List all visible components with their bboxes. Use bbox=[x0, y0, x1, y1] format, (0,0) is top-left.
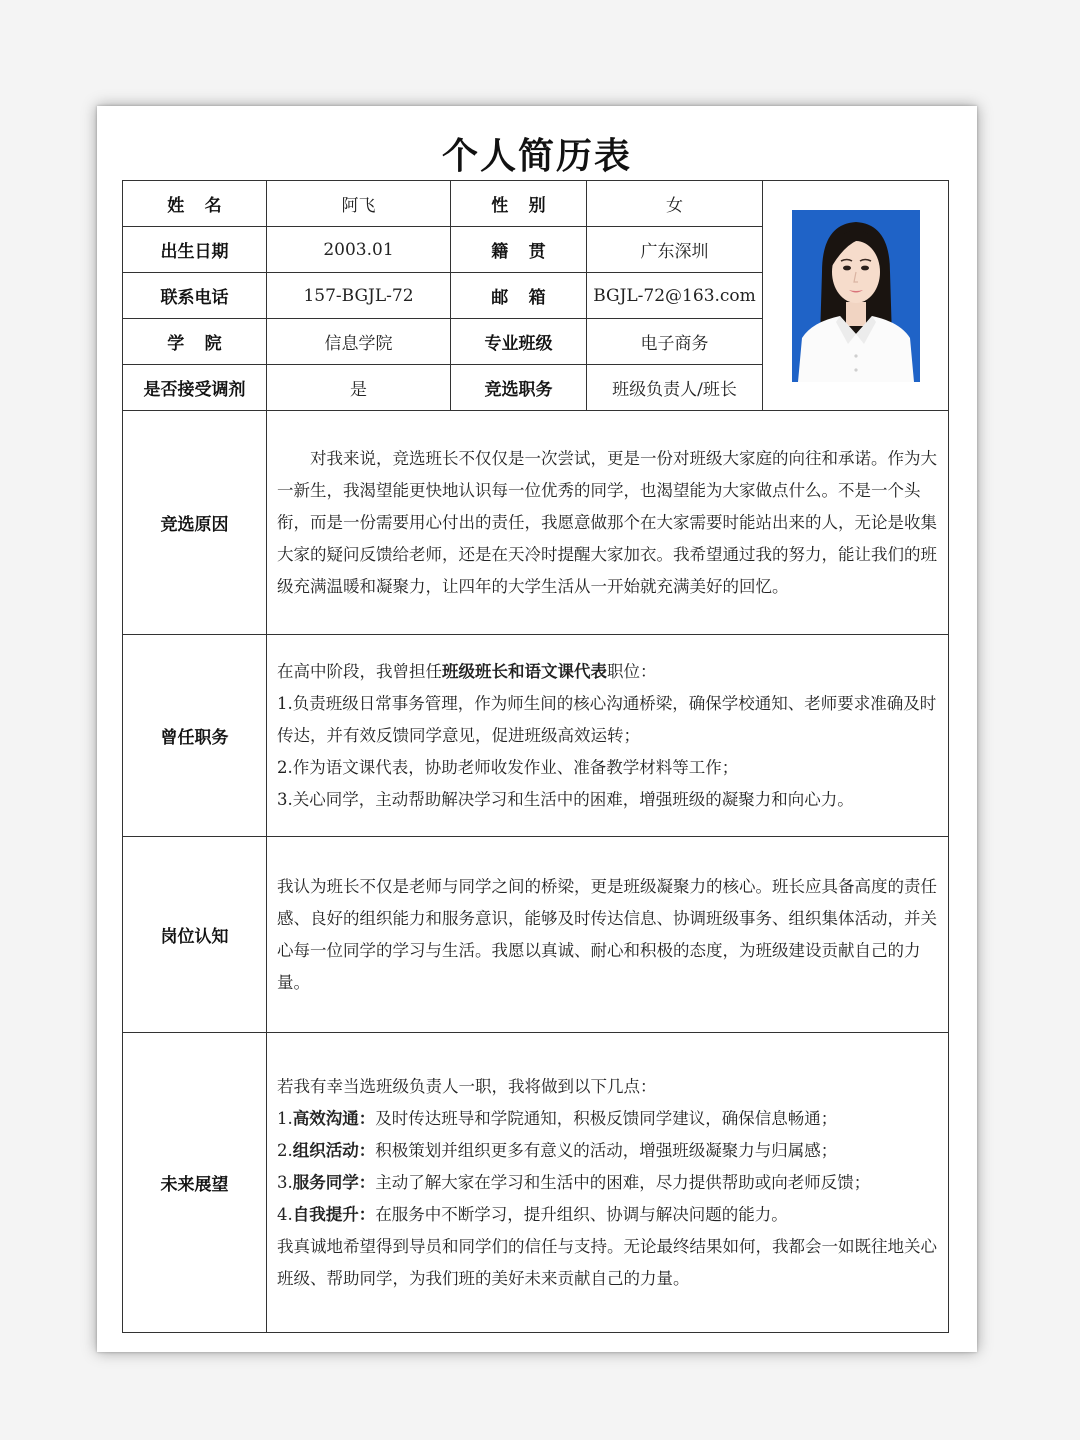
row-future bbox=[123, 1033, 949, 1333]
cognition-label: 岗位认知 bbox=[123, 837, 267, 1033]
future-item-title: 自我提升： bbox=[292, 1204, 376, 1224]
past-label: 曾任职务 bbox=[123, 635, 267, 837]
row-name bbox=[123, 181, 949, 227]
gender-value: 女 bbox=[587, 181, 763, 227]
portrait-image bbox=[792, 210, 920, 382]
photo-cell bbox=[763, 181, 949, 411]
future-item-num: 2. bbox=[277, 1140, 293, 1160]
future-item-3 bbox=[277, 1167, 940, 1199]
college-label-cell bbox=[123, 319, 267, 365]
future-item-num: 3. bbox=[277, 1172, 293, 1192]
reason-label: 竞选原因 bbox=[123, 411, 267, 635]
origin-label: 籍贯 bbox=[491, 242, 567, 262]
position-value: 班级负责人/班长 bbox=[587, 365, 763, 411]
major-value: 电子商务 bbox=[587, 319, 763, 365]
name-label-cell bbox=[123, 181, 267, 227]
origin-label-cell bbox=[451, 227, 587, 273]
email-label: 邮箱 bbox=[491, 288, 567, 308]
row-cognition bbox=[123, 837, 949, 1033]
past-item-1: 1.负责班级日常事务管理，作为师生间的核心沟通桥梁，确保学校通知、老师要求准确及时传达，并有效反馈同学意见，促进班级高效运转； bbox=[277, 693, 937, 745]
phone-label: 联系电话 bbox=[123, 273, 267, 319]
id-photo bbox=[792, 210, 920, 382]
gender-label: 性别 bbox=[491, 196, 567, 216]
future-item-num: 1. bbox=[277, 1108, 293, 1128]
future-label: 未来展望 bbox=[123, 1033, 267, 1333]
cognition-text-cell bbox=[267, 837, 949, 1033]
college-value: 信息学院 bbox=[267, 319, 451, 365]
adjust-label: 是否接受调剂 bbox=[123, 365, 267, 411]
future-item-title: 服务同学： bbox=[292, 1172, 376, 1192]
name-value: 阿飞 bbox=[267, 181, 451, 227]
resume-table bbox=[122, 180, 949, 1333]
future-item-text: 及时传达班导和学院通知，积极反馈同学建议，确保信息畅通； bbox=[375, 1108, 838, 1128]
reason-text: 对我来说，竞选班长不仅仅是一次尝试，更是一份对班级大家庭的向往和承诺。作为大一新生，我渴望能更快地认识每一位优秀的同学，也渴望能为大家做点什么。不是一个头衔，而是一份需要用心付出的责任，我愿意做那个在大家需要时能站出来的人，无论是收集大家的疑问反馈给老师，还是在天冷时提醒大家加衣。我希望通过我的努力，能让我们的班级充满温暖和凝聚力，让四年的大学生活从一开始就充满美好的回忆。 bbox=[277, 448, 937, 596]
birth-label: 出生日期 bbox=[123, 227, 267, 273]
email-value: BGJL-72@163.com bbox=[587, 273, 763, 319]
past-intro-pre: 在高中阶段，我曾担任 bbox=[277, 661, 442, 681]
future-item-title: 高效沟通： bbox=[292, 1108, 376, 1128]
past-intro-bold: 班级班长和语文课代表 bbox=[442, 661, 607, 681]
adjust-value: 是 bbox=[267, 365, 451, 411]
future-item-1 bbox=[277, 1103, 940, 1135]
page-title: 个人简历表 bbox=[441, 136, 632, 177]
past-text-cell bbox=[267, 635, 949, 837]
past-item-2: 2.作为语文课代表，协助老师收发作业、准备教学材料等工作； bbox=[277, 757, 739, 777]
past-intro bbox=[277, 656, 940, 688]
future-closing: 我真诚地希望得到导员和同学们的信任与支持。无论最终结果如何，我都会一如既往地关心班级、帮助同学，为我们班的美好未来贡献自己的力量。 bbox=[277, 1236, 937, 1288]
cognition-text: 我认为班长不仅是老师与同学之间的桥梁，更是班级凝聚力的核心。班长应具备高度的责任感、良好的组织能力和服务意识，能够及时传达信息、协调班级事务、组织集体活动，并关心每一位同学的学习与生活。我愿以真诚、耐心和积极的态度，为班级建设贡献自己的力量。 bbox=[277, 876, 937, 992]
future-item-4 bbox=[277, 1199, 940, 1231]
email-label-cell bbox=[451, 273, 587, 319]
birth-value: 2003.01 bbox=[267, 227, 451, 273]
name-label: 姓名 bbox=[167, 196, 243, 216]
past-item-3: 3.关心同学，主动帮助解决学习和生活中的困难，增强班级的凝聚力和向心力。 bbox=[277, 789, 854, 809]
resume-paper bbox=[97, 106, 977, 1352]
reason-text-cell bbox=[267, 411, 949, 635]
future-item-2 bbox=[277, 1135, 940, 1167]
major-label: 专业班级 bbox=[451, 319, 587, 365]
gender-label-cell bbox=[451, 181, 587, 227]
future-item-title: 组织活动： bbox=[292, 1140, 376, 1160]
future-item-text: 积极策划并组织更多有意义的活动，增强班级凝聚力与归属感； bbox=[375, 1140, 838, 1160]
row-past bbox=[123, 635, 949, 837]
row-reason bbox=[123, 411, 949, 635]
future-intro: 若我有幸当选班级负责人一职，我将做到以下几点： bbox=[277, 1076, 657, 1096]
future-item-text: 主动了解大家在学习和生活中的困难，尽力提供帮助或向老师反馈； bbox=[375, 1172, 871, 1192]
phone-value: 157-BGJL-72 bbox=[267, 273, 451, 319]
future-item-num: 4. bbox=[277, 1204, 293, 1224]
future-text-cell bbox=[267, 1033, 949, 1333]
origin-value: 广东深圳 bbox=[587, 227, 763, 273]
college-label: 学院 bbox=[167, 334, 243, 354]
future-item-text: 在服务中不断学习，提升组织、协调与解决问题的能力。 bbox=[375, 1204, 788, 1224]
past-intro-post: 职位： bbox=[607, 661, 657, 681]
position-label: 竞选职务 bbox=[451, 365, 587, 411]
